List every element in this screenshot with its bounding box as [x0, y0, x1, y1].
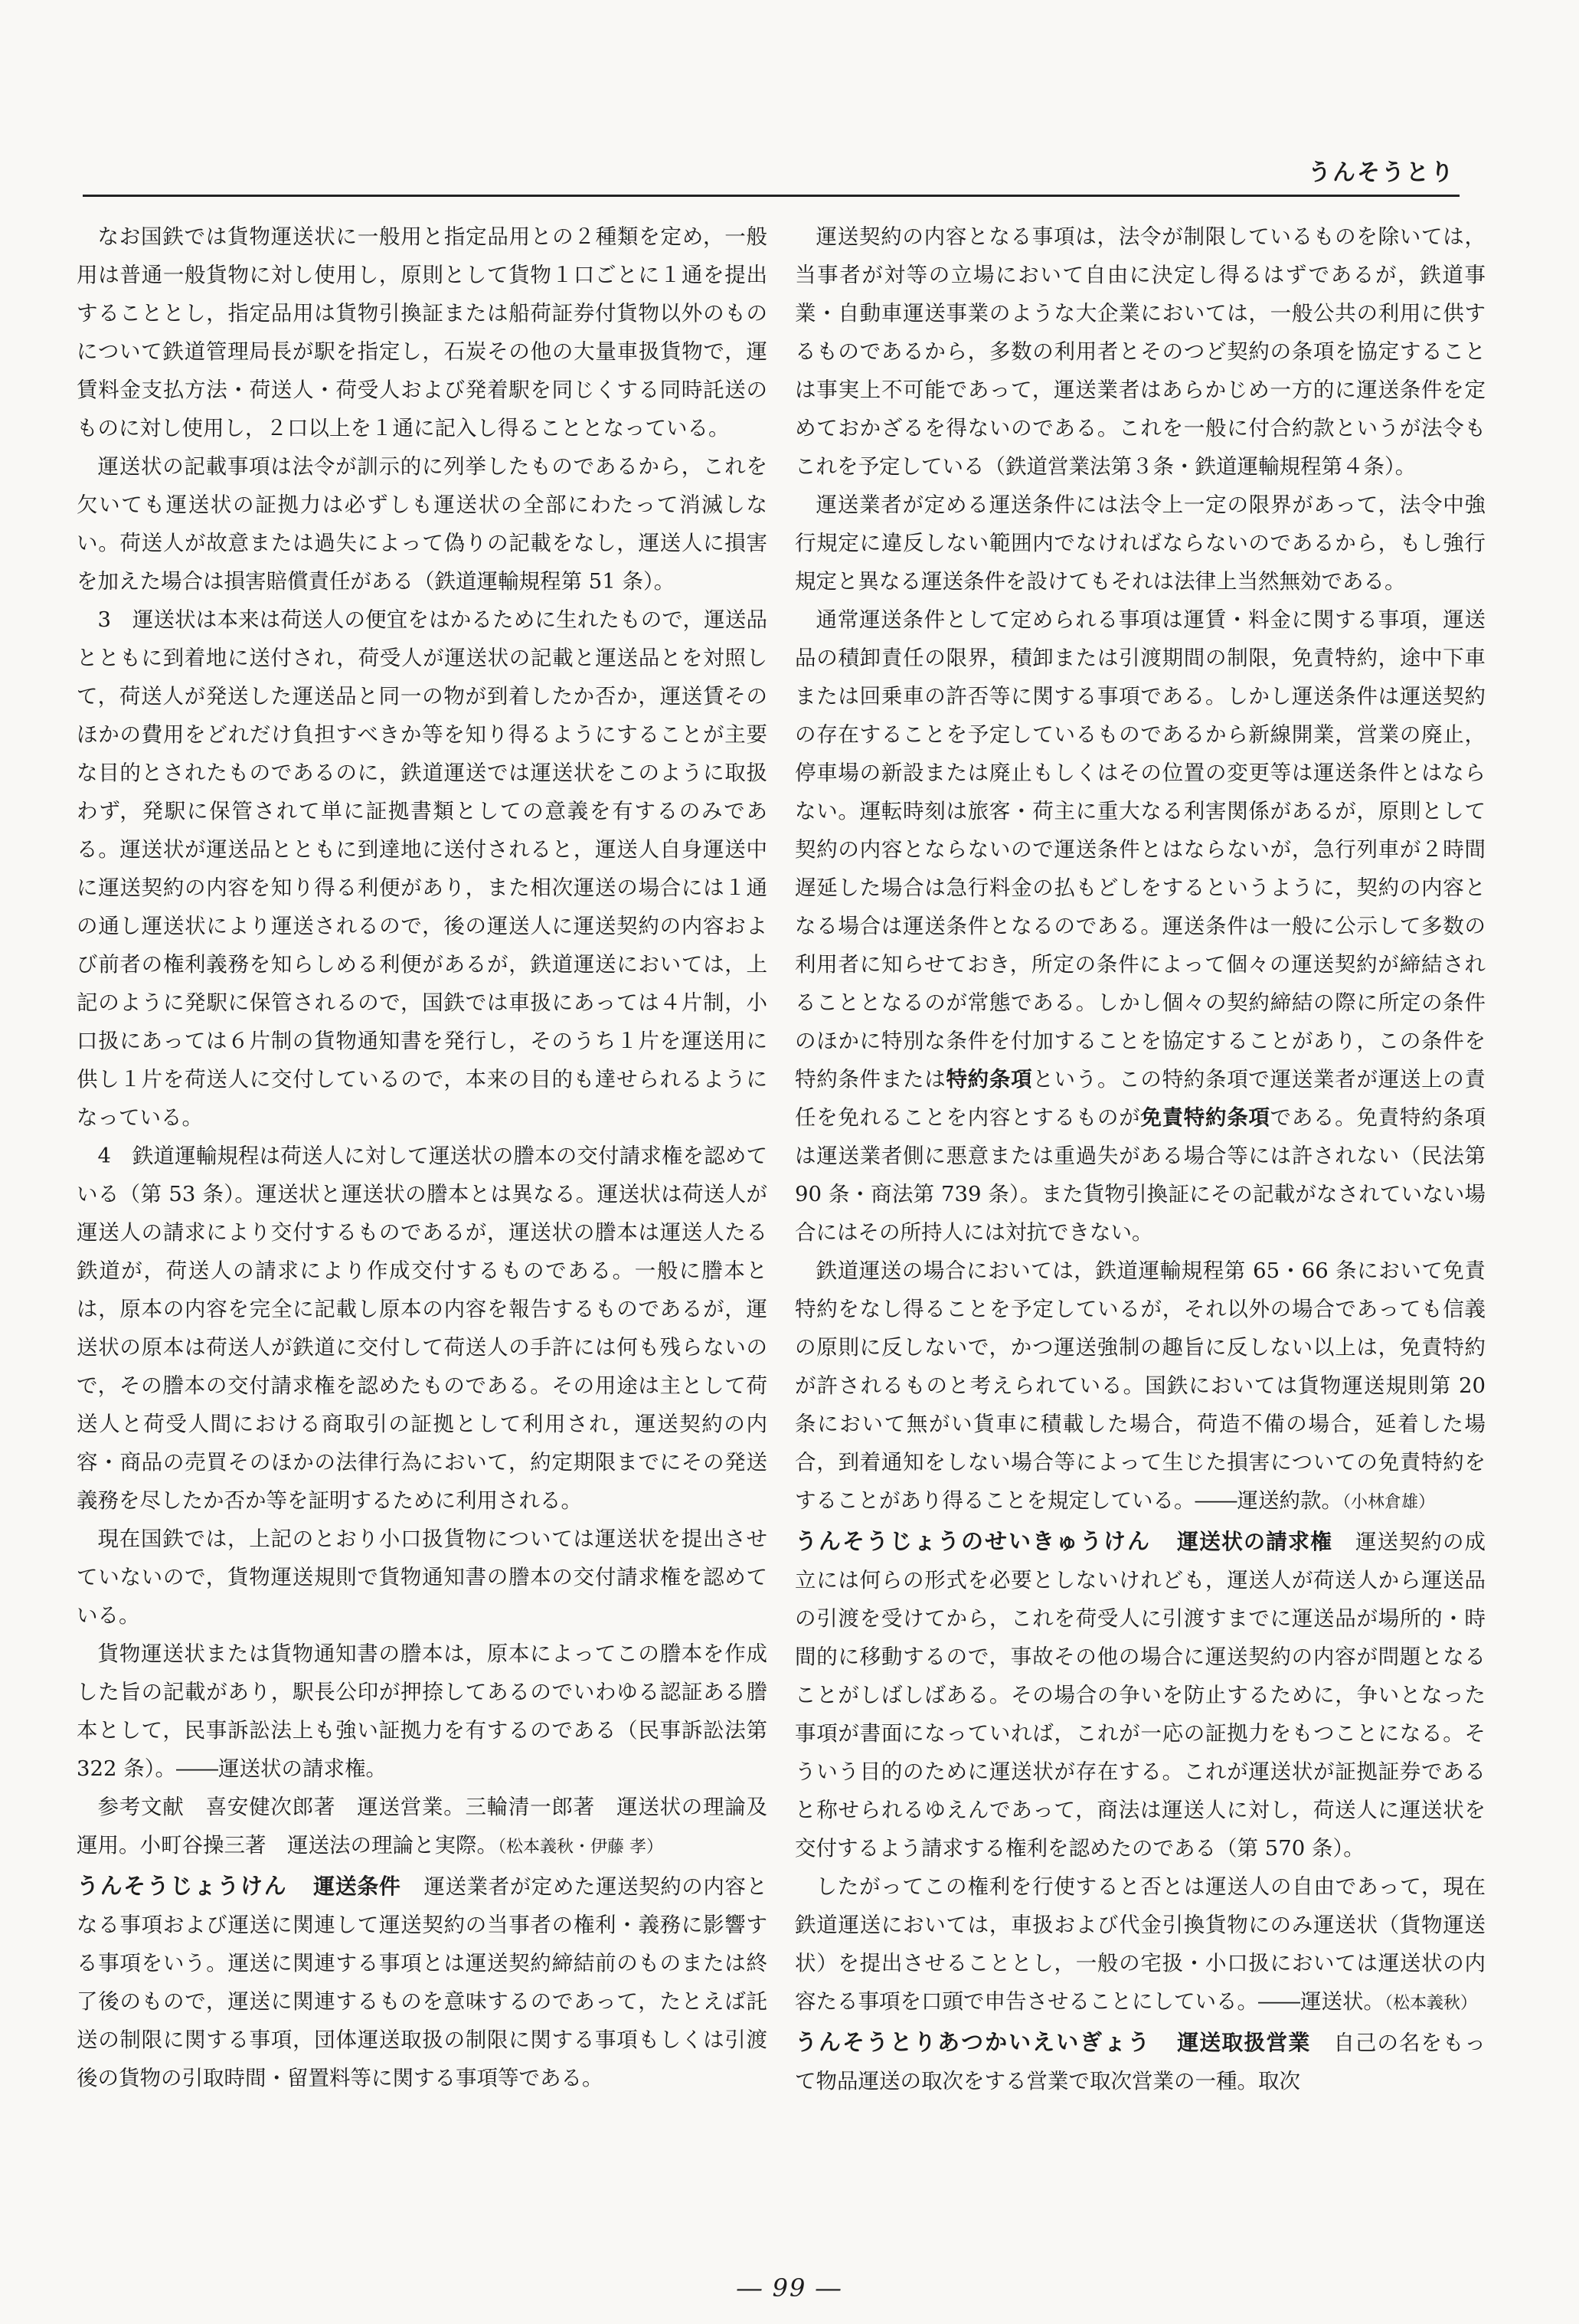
paragraph-text: である。免責特約条項は運送業者側に悪意または重過失がある場合等には許されない（民法第 90 条・商法第 739 条）。また貨物引換証にその記載がなされていない場合にはその所持人には対抗できない。: [795, 1105, 1486, 1245]
paragraph: [795, 601, 1486, 1252]
entry-headword: 運送取扱営業: [1177, 2030, 1311, 2055]
running-head: うんそうとり: [1308, 159, 1455, 186]
paragraph-text: という。この特約条項で運送業者が運送上の責任を免れることを内容とするものが: [795, 1067, 1486, 1130]
dictionary-entry: [795, 1522, 1486, 1867]
header-rule: [83, 195, 1460, 197]
paragraph-text: 通常運送条件として定められる事項は運賃・料金に関する事項，運送品の積卸責任の限界，積卸または引渡期間の制限，免責特約，途中下車または回乗車の許否等に関する事項である。しかし運送条件は運送契約の存在することを予定しているものであるから新線開業，営業の廃止，停車場の新設または廃止もしくはその位置の変更等は運送条件とはならない。運転時刻は旅客・荷主に重大なる利害関係があるが，原則として契約の内容とならないので運送条件とはならないが，急行列車が２時間遅延した場合は急行料金の払もどしをするというように，契約の内容となる場合は運送条件となるのである。運送条件は一般に公示して多数の利用者に知らせておき，所定の条件によって個々の運送契約が締結されることとなるのが常態である。しかし個々の契約締結の際に所定の条件のほかに特別な条件を付加することを協定することがあり，この条件を特約条件または: [795, 607, 1486, 1092]
paragraph: 運送契約の内容となる事項は，法令が制限しているものを除いては，当事者が対等の立場において自由に決定し得るはずであるが，鉄道事業・自動車運送事業のような大企業においては，一般公共の利用に供するものであるから，多数の利用者とそのつど契約の条項を協定することは事実上不可能であって，運送業者はあらかじめ一方的に運送条件を定めておかざるを得ないのである。これを一般に付合約款というが法令もこれを予定している（鉄道営業法第３条・鉄道運輸規程第４条）。: [795, 224, 1486, 479]
author-credit: （松本義秋・伊藤 孝）: [498, 1838, 663, 1857]
paragraph: 運送状の記載事項は法令が訓示的に列挙したものであるから，これを欠いても運送状の証拠力は必ずしも運送状の全部にわたって消滅しない。荷送人が故意または過失によって偽りの記載をなし，運送人に損害を加えた場合は損害賠償責任がある（鉄道運輸規程第 51 条）。: [77, 454, 767, 594]
entry-text: 運送業者が定めた運送契約の内容となる事項および運送に関連して運送契約の当事者の権利・義務に影響する事項をいう。運送に関連する事項とは運送契約締結前のものまたは終了後のもので，運送に関連するものを意味するのであって，たとえば託送の制限に関する事項，団体運送取扱の制限に関する事項もしくは引渡後の貨物の引取時間・留置料等に関する事項等である。: [77, 1874, 767, 2090]
paragraph: 運送業者が定める運送条件には法令上一定の限界があって，法令中強行規定に違反しない範囲内でなければならないのであるから，もし強行規定と異なる運送条件を設けてもそれは法律上当然無効である。: [795, 493, 1486, 594]
entry-reading: うんそうじょうのせいきゅうけん: [795, 1528, 1151, 1554]
dictionary-entry: [77, 1867, 767, 2097]
entry-text: 運送契約の成立には何らの形式を必要としないけれども，運送人が荷送人から運送品の引渡を受けてから，これを荷受人に引渡すまでに運送品が場所的・時間的に移動するので，事故その他の場合に運送契約の内容が問題となることがしばしばある。その場合の争いを防止するために，争いとなった事項が書面になっていれば，これが一応の証拠力をもつことになる。そういう目的のために運送状が存在する。これが運送状が証拠証券であると称せられるゆえんであって，商法は運送人に対し，荷送人に運送状を交付するよう請求する権利を認めたのである（第 570 条）。: [795, 1530, 1486, 1861]
paragraph: 貨物運送状または貨物通知書の謄本は，原本によってこの謄本を作成した旨の記載があり，駅長公印が押捺してあるのでいわゆる認証ある謄本として，民事訴訟法上も強い証拠力を有するのである（民事訴訟法第 322 条）。――運送状の請求権。: [77, 1642, 767, 1781]
paragraph: 4 鉄道運輸規程は荷送人に対して運送状の謄本の交付請求権を認めている（第 53 条）。運送状と運送状の謄本とは異なる。運送状は荷送人が運送人の請求により交付するものであるが，運送状の謄本は運送人たる鉄道が，荷送人の請求により作成交付するものである。一般に謄本とは，原本の内容を完全に記載し原本の内容を報告するものであるが，運送状の原本は荷送人が鉄道に交付して荷送人の手許には何も残らないので，その謄本の交付請求権を認めたものである。その用途は主として荷送人と荷受人間における商取引の証拠として利用され，運送契約の内容・商品の売買そのほかの法律行為において，約定期限までにその発送義務を尽したか否か等を証明するために利用される。: [77, 1144, 767, 1513]
entry-reading: うんそうとりあつかいえいぎょう: [795, 2029, 1152, 2055]
bold-term: 免責特約条項: [1140, 1105, 1270, 1130]
paragraph-text: 鉄道運送の場合においては，鉄道運輸規程第 65・66 条において免責特約をなし得ることを予定しているが，それ以外の場合であっても信義の原則に反しないで，かつ運送強制の趣旨に反しない以上は，免責特約が許されるものと考えられている。国鉄においては貨物運送規則第 20 条において無がい貨車に積載した場合，荷造不備の場合，延着した場合，到着通知をしない場合等によって生じた損害についての免責特約をすることがあり得ることを規定している。――運送約款。: [795, 1259, 1486, 1513]
left-column: [77, 218, 767, 2097]
references-text: 参考文献 喜安健次郎著 運送営業。三輪清一郎著 運送状の理論及運用。小町谷操三著 運送法の理論と実際。: [77, 1795, 767, 1858]
bold-term: 特約条項: [946, 1067, 1033, 1092]
entry-headword: 運送条件: [313, 1874, 401, 1899]
paragraph: 3 運送状は本来は荷送人の便宜をはかるために生れたもので，運送品とともに到着地に送付され，荷受人が運送状の記載と運送品とを対照して，荷送人が発送した運送品と同一の物が到着したか否か，運送賃そのほかの費用をどれだけ負担すべきか等を知り得るようにすることが主要な目的とされたものであるのに，鉄道運送では運送状をこのように取扱わず，発駅に保管されて単に証拠書類としての意義を有するのみである。運送状が運送品とともに到達地に送付されると，運送人自身運送中に運送契約の内容を知り得る利便があり，また相次運送の場合には１通の通し運送状により運送されるので，後の運送人に運送契約の内容および前者の権利義務を知らしめる利便があるが，鉄道運送においては，上記のように発駅に保管されるので，国鉄では車扱にあっては４片制，小口扱にあっては６片制の貨物通知書を発行し，そのうち１片を運送用に供し１片を荷送人に交付しているので，本来の目的も達せられるようになっている。: [77, 607, 767, 1130]
paragraph-text: したがってこの権利を行使すると否とは運送人の自由であって，現在鉄道運送においては，車扱および代金引換貨物にのみ運送状（貨物運送状）を提出させることとし，一般の宅扱・小口扱においては運送状の内容たる事項を口頭で申告させることにしている。――運送状。: [795, 1874, 1486, 2014]
author-credit: （小林倉雄）: [1342, 1493, 1436, 1512]
entry-headword: 運送状の請求権: [1176, 1529, 1332, 1554]
entry-reading: うんそうじょうけん: [77, 1873, 288, 1899]
paragraph: [795, 1252, 1486, 1522]
paragraph: なお国鉄では貨物運送状に一般用と指定品用との２種類を定め，一般用は普通一般貨物に対し使用し，原則として貨物１口ごとに１通を提出することとし，指定品用は貨物引換証または船荷証券付貨物以外のものについて鉄道管理局長が駅を指定し，石炭その他の大量車扱貨物で，運賃料金支払方法・荷送人・荷受人および発着駅を同じくする同時託送のものに対し使用し，２口以上を１通に記入し得ることとなっている。: [77, 224, 767, 440]
author-credit: （松本義秋）: [1384, 1994, 1478, 2013]
paragraph: 現在国鉄では，上記のとおり小口扱貨物については運送状を提出させていないので，貨物運送規則で貨物通知書の謄本の交付請求権を認めている。: [77, 1527, 767, 1628]
paragraph: [795, 1867, 1486, 2023]
page-number: ― 99 ―: [737, 2273, 842, 2303]
right-column: [795, 218, 1486, 2100]
references-paragraph: [77, 1788, 767, 1867]
entry-text: 自己の名をもって物品運送の取次をする営業で取次営業の一種。取次: [795, 2031, 1486, 2093]
dictionary-entry: [795, 2023, 1486, 2100]
